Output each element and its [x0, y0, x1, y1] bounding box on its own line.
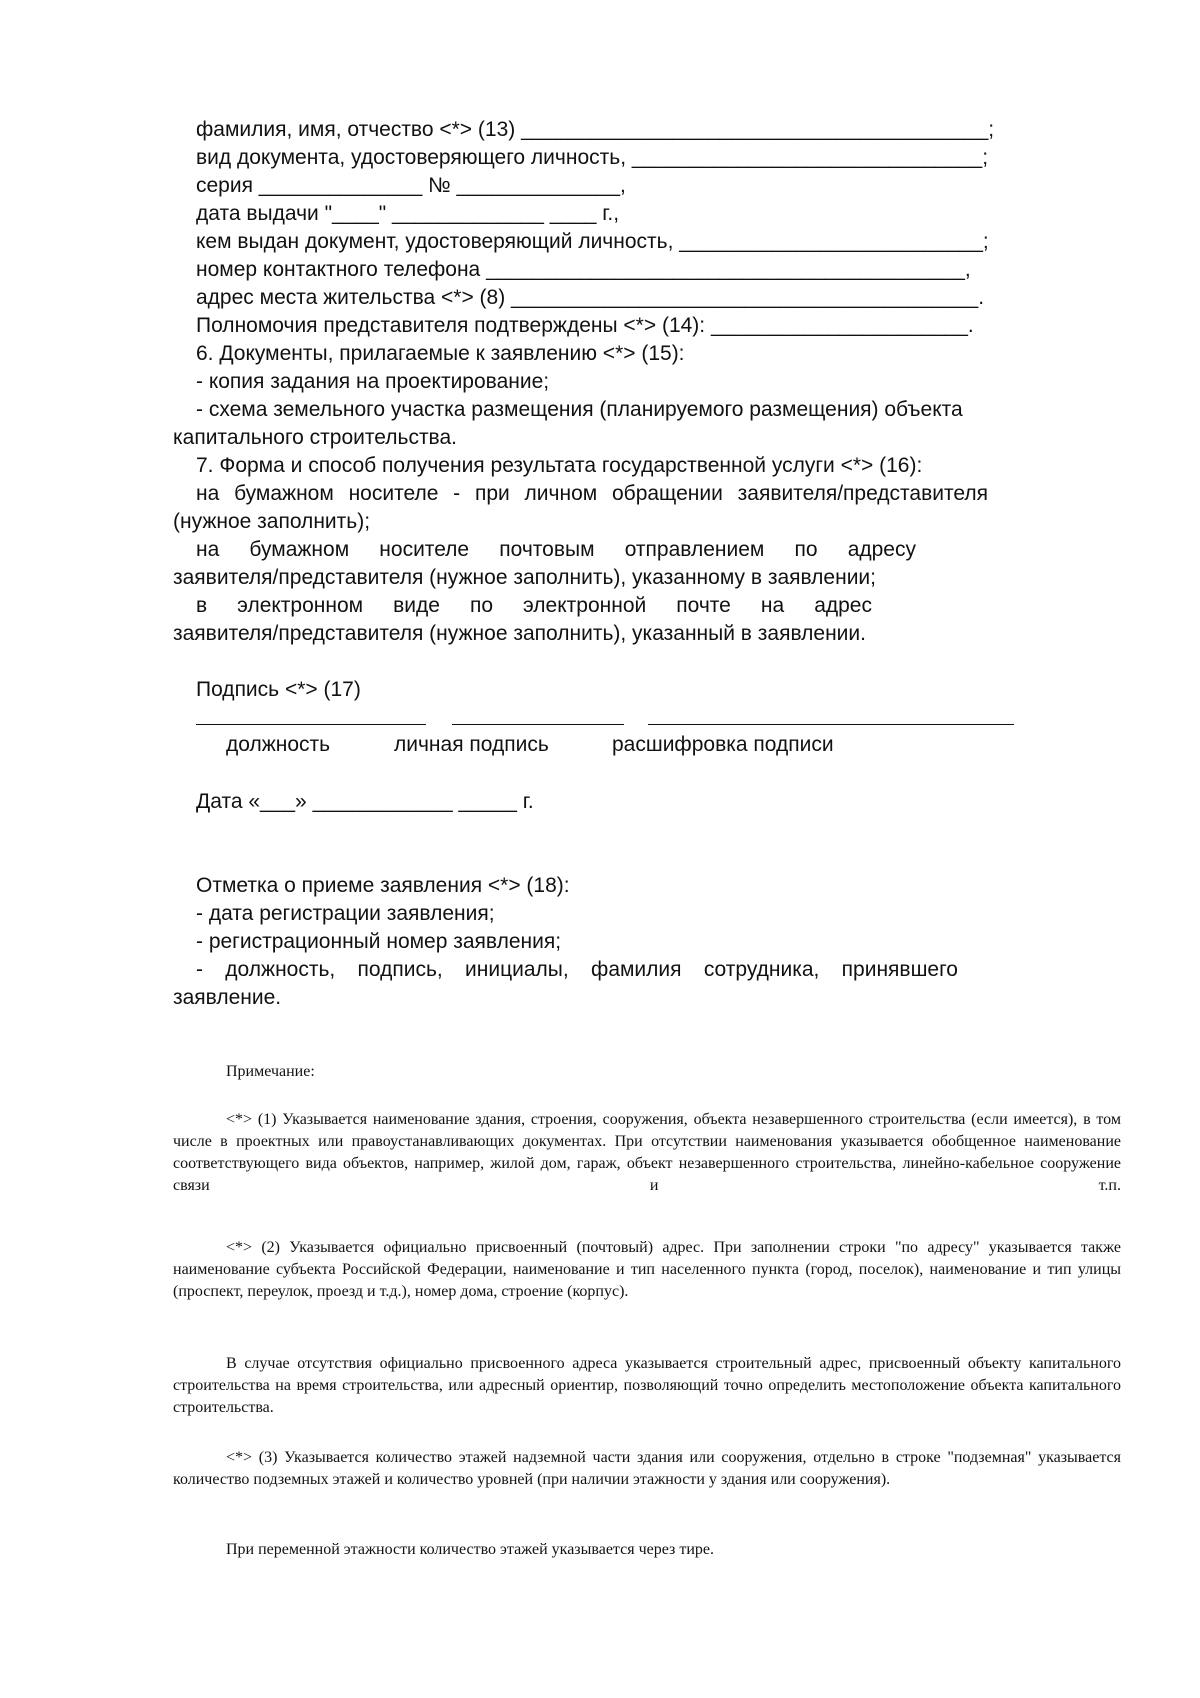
rep-phone-line: номер контактного телефона _________________________________________, [196, 258, 971, 281]
section7-option-3-line-1: в электронном виде по электронной почте на адрес [196, 594, 872, 617]
caption-signature-decode: расшифровка подписи [612, 733, 834, 756]
section7-option-1-line-2: (нужное заполнить); [173, 510, 371, 533]
signature-date-line: Дата «___» ____________ _____ г. [196, 790, 534, 813]
section7-option-2-line-1: на бумажном носителе почтовым отправлением по адресу [196, 538, 916, 561]
acceptance-item-3-line-1: - должность, подпись, инициалы, фамилия сотрудника, принявшего [196, 958, 958, 981]
section7-option-3-line-2: заявителя/представителя (нужное заполнить), указанный в заявлении. [173, 622, 866, 645]
signature-position-line [196, 724, 426, 725]
caption-position: должность [226, 733, 331, 756]
section7-option-1-line-1: на бумажном носителе - при личном обращении заявителя/представителя [196, 482, 988, 505]
acceptance-item-3-line-2: заявление. [173, 986, 282, 1009]
note-1-text: <*> (1) Указывается наименование здания, строения, сооружения, объекта незавершенного строительства (если имеется), в том числе в проектных или правоустанавливающих документах. При отсутствии наименования указывается обобщенное наименование соответствующего вида объектов, например, жилой дом, гараж, объект незавершенного строительства, линейно-кабельное сооружение связи и т.п. [173, 1111, 1121, 1194]
note-5-text: При переменной этажности количество этажей указывается через тире. [226, 1541, 714, 1558]
note-2-text: <*> (2) Указывается официально присвоенный (почтовый) адрес. При заполнении строки "по адресу" указывается также наименование субъекта Российской Федерации, наименование и тип населенного пункта (город, поселок), наименование и тип улицы (проспект, переулок, проезд и т.д.), номер дома, строение (корпус). [173, 1239, 1121, 1300]
section7-title: 7. Форма и способ получения результата государственной услуги <*> (16): [196, 454, 923, 477]
note-2 [173, 1237, 1121, 1303]
section7-option-2-line-2: заявителя/представителя (нужное заполнить), указанному в заявлении; [173, 566, 876, 589]
signature-label: Подпись <*> (17) [196, 678, 361, 701]
signature-decode-line [648, 724, 1014, 725]
acceptance-title: Отметка о приеме заявления <*> (18): [196, 874, 570, 897]
note-1 [173, 1109, 1121, 1197]
rep-address-line: адрес места жительства <*> (8) ________________________________________. [196, 286, 985, 309]
rep-issue-date-line: дата выдачи "____" _____________ ____ г., [196, 202, 620, 225]
acceptance-item-1: - дата регистрации заявления; [196, 902, 495, 925]
note-4 [173, 1447, 1121, 1491]
rep-issued-by-line: кем выдан документ, удостоверяющий личность, __________________________; [196, 230, 989, 253]
note-3 [173, 1353, 1121, 1419]
signature-sign-line [452, 724, 624, 725]
acceptance-item-2: - регистрационный номер заявления; [196, 930, 562, 953]
rep-doc-type-line: вид документа, удостоверяющего личность, ______________________________; [196, 146, 989, 169]
note-5 [173, 1539, 1121, 1561]
section6-item-2-line-2: капитального строительства. [173, 426, 457, 449]
rep-fio-line: фамилия, имя, отчество <*> (13) ________________________________________; [196, 118, 995, 141]
rep-powers-line: Полномочия представителя подтверждены <*> (14): ______________________. [196, 314, 974, 337]
caption-personal-signature: личная подпись [394, 733, 549, 756]
notes-title-block [173, 1061, 1121, 1083]
section6-item-2-line-1: - схема земельного участка размещения (планируемого размещения) объекта [196, 398, 963, 421]
note-3-text: В случае отсутствия официально присвоенного адреса указывается строительный адрес, присвоенный объекту капитального строительства на время строительства, или адресный ориентир, позволяющий точно определить местоположение объекта капитального строительства. [173, 1355, 1121, 1416]
rep-series-line: серия ______________ № ______________, [196, 174, 626, 197]
notes-title: Примечание: [226, 1063, 315, 1080]
section6-title: 6. Документы, прилагаемые к заявлению <*> (15): [196, 342, 685, 365]
note-4-text: <*> (3) Указывается количество этажей надземной части здания или сооружения, отдельно в строке "подземная" указывается количество подземных этажей и количество уровней (при наличии этажности у здания или сооружения). [173, 1449, 1121, 1488]
section6-item-1: - копия задания на проектирование; [196, 370, 550, 393]
